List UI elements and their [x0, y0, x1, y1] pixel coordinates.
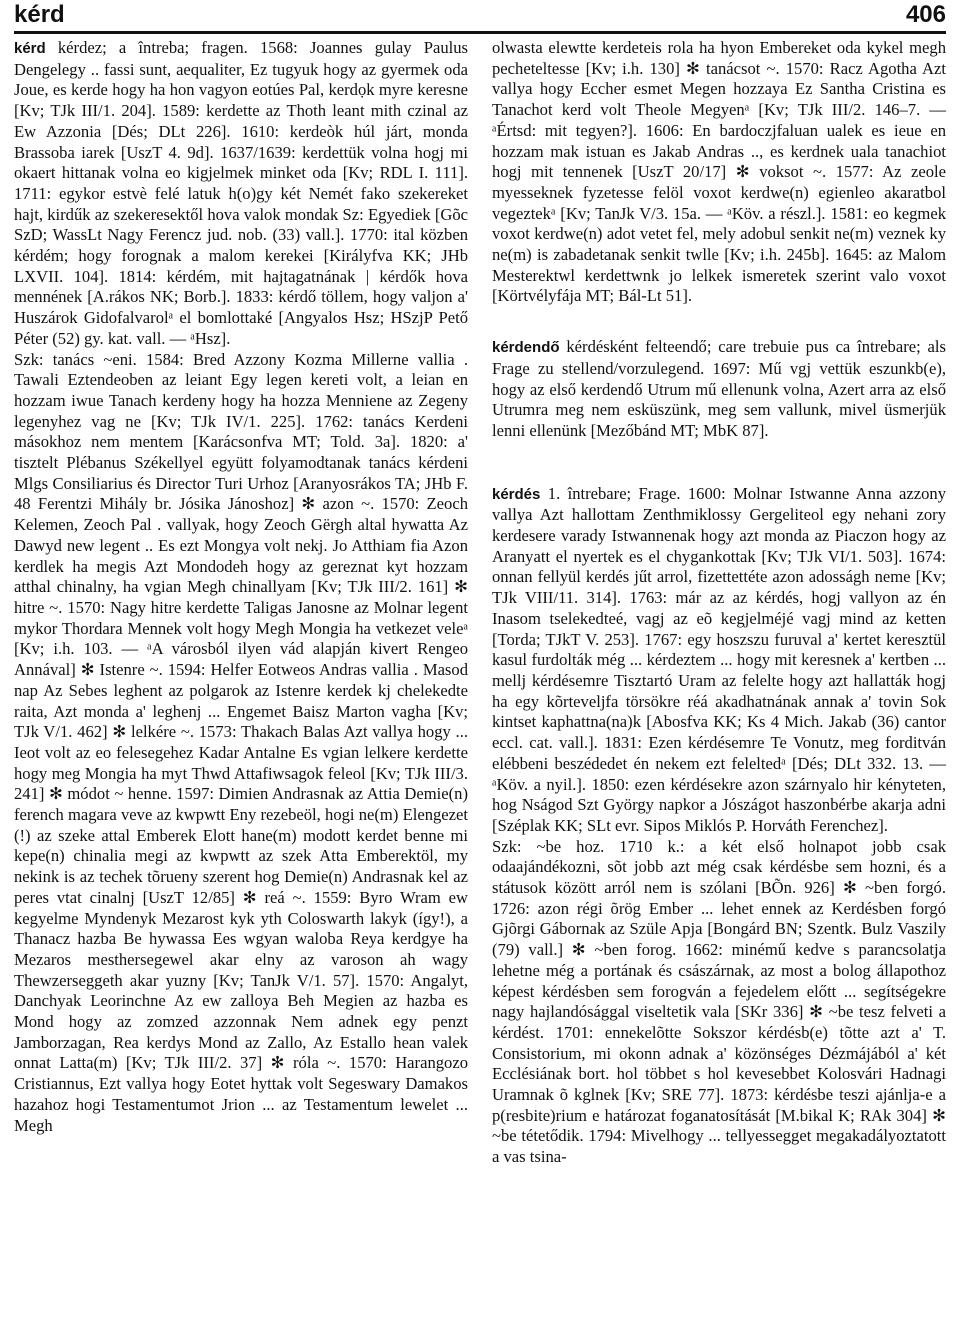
entry-text: olwasta elewtte kerdeteis rola ha hyon Embereket oda kykel megh pecheteltesse [Kv; i.h. 130] ✻ tanácsot ~. 1570: Racz Agotha Azt vallya hogy Eccher esmet Megen hozzaya Ez Santha Cristina es Tanachot kerd volt Theole Megyenᵃ [Kv; TJk III/2. 146–7. — ᵃÉrtsd: mit tegyen?]. 1606: En bardoczjfaluan ualek es ieue en hozzam mak istuan es Jakab Andras .., es kerdnek uala tanachiot hogj mit tennenek [UszT 20/17] ✻ voksot ~. 1577: Az zeole myesseknek fyzetesse felöl voxot kerdwe(n) egienleo akaratbol vegeztekᵃ [Kv; TanJk V/3. 15a. — ᵃKöv. a részl.]. 1581: eo kegmek voxot kerdwe(n) adot vetet fel, mely adobul senkit ne(m) veznek ky ne(m) is zabadetanak senkit twlle [Kv; i.h. 245b]. 1645: az Malom Mesterektwl kerdettwnk jo lelkek ismeretek szerint valo voxot [Körtvélyfája MT; Bál-Lt 51].: [492, 38, 946, 306]
entry-kerd-continued: [492, 38, 946, 307]
entry-kerdes: [492, 484, 946, 837]
entry-kerdendo: [492, 337, 946, 442]
entry-headword: kérd: [14, 40, 46, 57]
page-number: 406: [905, 1, 946, 28]
entry-szk-text: Szk: ~be hoz. 1710 k.: a két első holnapot jobb csak odaajándékozni, sõt jobb azt még csak kérdésbe sem hozni, és a státusok között arról nem is szólani [BÕn. 926] ✻ ~ben forgó. 1726: azon régi õrög Ember ... lehet ennek az Kerdésben forgó Gjõrgi Gábornak az Szüle Apja [Bongárd BN; Szentk. Bulz Vaszily (79) vall.] ✻ ~ben forog. 1662: minémű kedve s parancsolatja lehetne még a portának és császárnak, az most a bolog állapothoz képest kérdésben sem forogván a fejedelem előtt ... segítségekre nagy hajlandósággal viseltetik vala [SKr 336] ✻ ~be tesz felveti a kérdést. 1701: ennekelõtte Sokszor kérdésb(e) tõtte azt a' T. Consistorium, mi okonn adnak a' közönséges Dézmájából a' két Ecclésiának bort. hol többet s hol kevesebbet Kolosvári Hadnagi Uramnak õ kglnek [Kv; SRE 77]. 1873: kérdésbe teszi ajánlja-e a p(resbite)rium e határozat foganatosítását [M.bikal K; RAk 304] ✻ ~be tétetődik. 1794: Mivelhogy ... tellyessegget megakadályoztatott a vas tsina-: [492, 836, 946, 1167]
header-rule: [14, 31, 946, 34]
entry-text: 1. întrebare; Frage. 1600: Molnar Istwanne Anna azzony vallya Azt hallottam Zenthmiklossy Gergeliteol egy nehani zory kerdesere varady Istwannenak hogy azt monda az Piaczon hogy az Aranyatt el nyertek es el chygankottak [Kv; TJk VI/1. 503]. 1674: onnan fellyül kerdés jűt arrol, fizettettéte azon adosságh neme [Kv; TJk VIII/11. 314]. 1763: már az az kérdés, hogj vallyon az én Inasom tselekedteé, vagj az eõ kegjelméjé vagj mind az ketten [Torda; TJkT V. 253]. 1767: egy hoszszu furuval a' kertet keresztül kasul furdolták még ... kérdeztem ... hogy mit keresnek a' kertben ... mellj kérdésemre Tisztartó Uram az felelte hogy azt hallatták hogj ha egy kõrteveljfa törsökre réá akadhatnának annak a' tovin Sok kintset kaphattna(na)k [Abosfva KK; Ks 4 Mich. Jakab (36) cantor eccl. cat. vall.]. 1831: Ezen kérdésemre Te Vonutz, meg forditván elébbeni beszédedet én nekem ezt feleltedᵃ [Dés; DLt 332. 13. — ᵃKöv. a nyil.]. 1850: ezen kérdésekre azon szárnyalo hir kényteten, hog Nságod Szt György napkor a Jószágot haszonbérbe akarja adni [Széplak KK; SLt evr. Sipos Miklós P. Horváth Ferenchez].: [492, 483, 946, 835]
entry-kerd-szk: [14, 350, 468, 1137]
entry-kerdes-szk: [492, 837, 946, 1168]
page-header: [14, 0, 946, 30]
right-column: [492, 38, 946, 1168]
left-column: [14, 38, 468, 1136]
entry-kerd: [14, 38, 468, 350]
entry-text: kérdez; a întreba; fragen. 1568: Joannes gulay Paulus Dengelegy .. fassi sunt, aequaliter, Ez tugyuk hogy az gyermek oda Joue, es kerde hogy ha hon vagyon eotúes Pal, kerdọk myre keresne [Kv; TJk III/1. 204]. 1589: kerdette az Thoth leant mith czinal az Ew Azzonia [Dés; DLt 226]. 1610: kerdeòk húl járt, monda Brassoba iarek [UszT 4. 9d]. 1637/1639: kerdettük volna hogj mi okaert hittanak volna eo kigjelmek minket oda [Kv; RDL I. 111]. 1711: egykor estvè felé latuk h(o)gy két Nemét fako szekereket hajt, kirdűk az szekeresektől hova valok mondak Sz: Egyediek [Gõc SzD; WassLt Nagy Ferencz jud. nob. (33) vall.]. 1770: ital közben kérdém; hogy forognak a malom kerekei [Királyfva KK; JHb LXVII. 104]. 1814: kérdém, mit hajtagatnának | kérdők hova mennének [A.rákos NK; Borb.]. 1833: kérdő töllem, hogy valjon a' Huszárok Gidofalvarolᵃ el bomlottaké [Angyalos Hsz; HSzjP Pető Péter (52) gy. kat. vall. — ᵃHsz].: [14, 38, 468, 348]
entry-text: kérdésként felteendő; care trebuie pus ca întrebare; als Frage zu stellend/vorzulegend. 1697: Mű vgj vettük eszunkb(e), hogy az első kerdendő Utrum mű ellenunk volna, Azert arra az első Utrumra meg nem esküszünk, meg sem vallunk, mivel üsmerjük lenni ellenünk [Mezőbánd MT; MbK 87].: [492, 337, 946, 440]
entry-headword: kérdés: [492, 485, 541, 503]
running-headword: kérd: [14, 1, 65, 28]
entry-szk-text: Szk: tanács ~eni. 1584: Bred Azzony Kozma Millerne vallia . Tawali Eztendeoben az leiant Egy legen kereti volt, a leian en hozzam iwue Tanach kerdeny hogy ha hozza Menniene az Zegeny legenyhez vag ne [Kv; TJk IV/1. 225]. 1762: tanács Kerdeni másokhoz nem mentem [Karácsonfva MT; Told. 3a]. 1820: a' tisztelt Plébanus Székellyel együtt folyamodtanak tanács kérdeni Mlgs Consiliarius és Director Turi Urhoz [Aranyosrákos TA; JHb F. 48 Ferentzi Mihály br. Jósika Jánoshoz] ✻ azon ~. 1570: Zeoch Kelemen, Zeoch Pal . vallyak, hogy Zeoch Gërgh altal hywatta Az Dawyd new legent .. Es ezt Mongya volt nekj. Jo Atthiam fia Azon kerdlek ha megis Azt Mondodeh hogy az gereznat kyt hozzam atthal chinalny, ha vgian Megh chinallyam [Kv; TJk III/2. 161] ✻ hitre ~. 1570: Nagy hitre kerdette Taligas Janosne az Molnar legent mykor Thordara Mennek volt hogy Megh Mongia ha vetkezet veleᵃ [Kv; i.h. 103. — ᵃA városból ilyen vád alapján kivert Rengeo Annával] ✻ Istenre ~. 1594: Helfer Eotweos Andras vallia . Masod nap Az Sebes leghent az polgarok az Istenre kerdek kj chelekedte raita, Azt monda a' leghenj ... Engemet Baisz Marton vagha [Kv; TJk V/1. 462] ✻ lelkére ~. 1573: Thakach Balas Azt vallya hogy ... Ieot volt az eo felesegehez Kadar Antalne Es vgian lelkere kerdette hogy meg Mongia ha myt Thwd Attafiwsagok feleol [Kv; TJk III/3. 241] ✻ módot ~ henne. 1597: Dimien Andrasnak az Attia Demie(n) ferench magara veve az kwpwtt Eny rezebeöl, hogi ne(m) Elengezet (!) az szeke attal Emberek Elott hane(m) modott kerdet benne mi kepe(n) chinalia megi az kwpwtt az szek Atta Emberektöl, my nekink is az techek tõrueny szerent hog Demie(n) Andrasnak kel az peres vtat cinalnj [UszT 12/85] ✻ reá ~. 1559: Byro Wram ew kegyelme Myndenyk Mezarost kyk yth Coloswarth lakyk (így!), a Thanacz hazba Be hywassa Ees wgyan waloba Reya kerdgye ha Mezaros mesthersegewel akar elny az varoson ah wagy Thewzerseggeth akar yuzny [Kv; TanJk V/1. 57]. 1570: Angalyt, Danchyak Leorinchne Az ew zalloya Beh Megien az hazba es Mond hogy az zomzed azzonnak Nem adnek egy penzt Jamborzagan, Rea kerdys Mond az Zallo, Az Estallo hean valek onnat Latta(m) [Kv; TJk III/2. 37] ✻ róla ~. 1570: Harangozo Cristiannus, Ezt vallya hogy Eotet hyttak volt Segeswary Damakos hazahoz hogi Testamentumot Jrion ... az Testamentum lewelet ... Megh: [14, 349, 468, 1135]
entry-headword: kérdendő: [492, 339, 560, 357]
